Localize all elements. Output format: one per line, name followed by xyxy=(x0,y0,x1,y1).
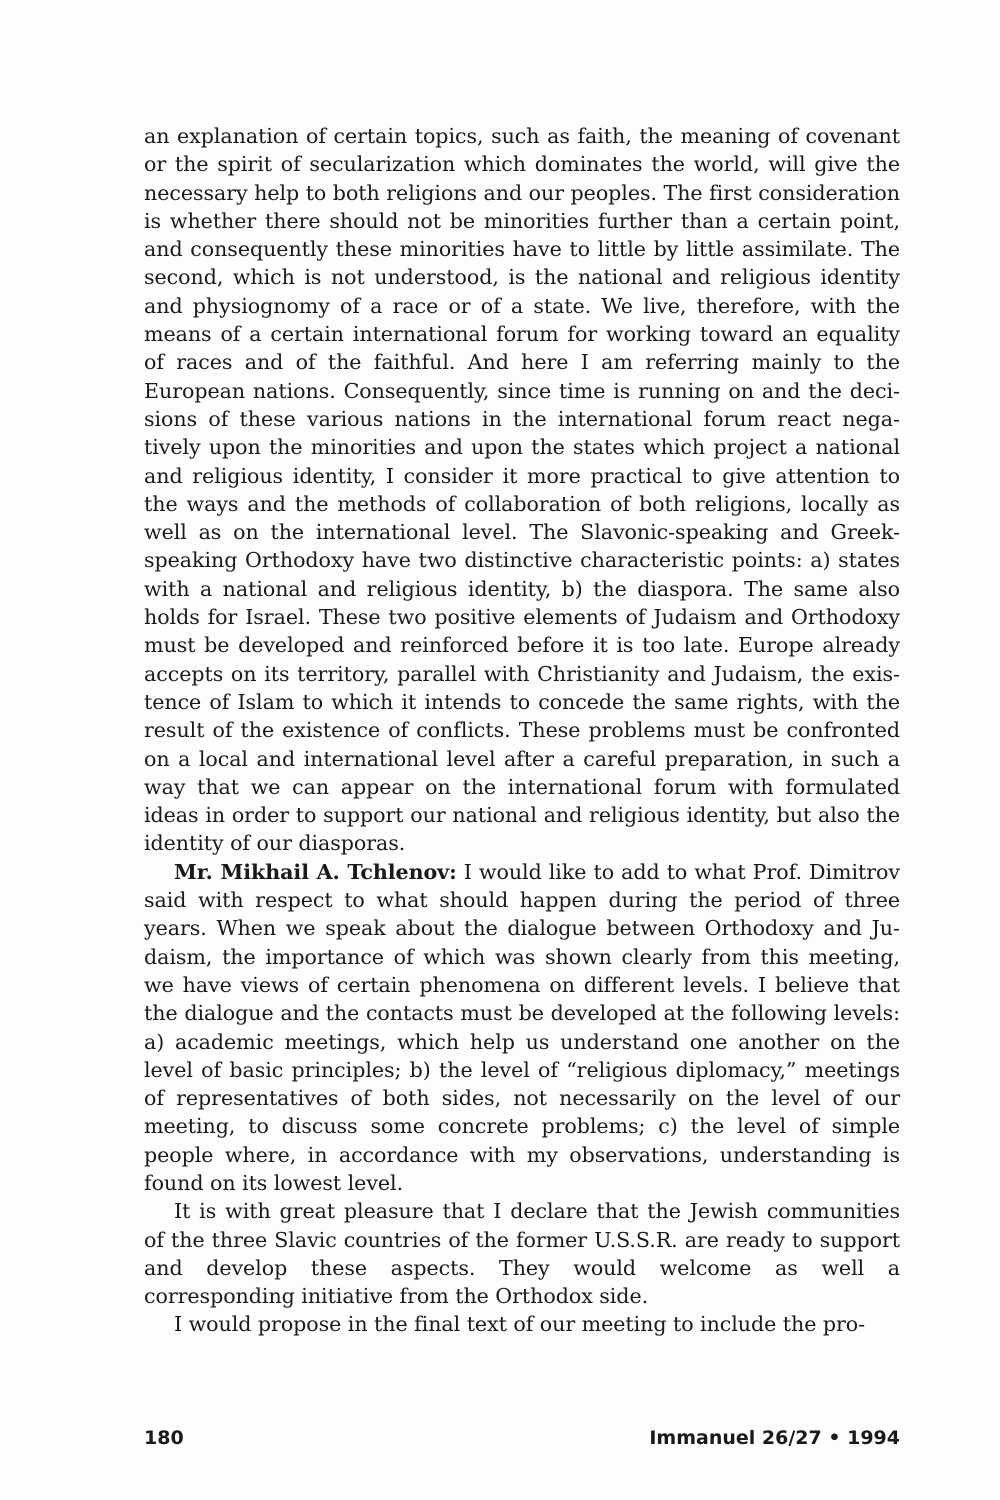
paragraph-2-text: I would like to add to what Prof. Dimitrov said with respect to what should happen during the period of three years. When we speak about the dialogue between Orthodoxy and Judaism, the importance of which was shown clearly from this meeting, we have views of certain phenomena on different levels. I believe that the dialogue and the contacts must be developed at the following levels: a) academic meetings, which help us understand one another on the level of basic principles; b) the level of “religious diplomacy,” meetings of representatives of both sides, not necessarily on the level of our meeting, to discuss some concrete problems; c) the level of simple people where, in accordance with my observations, understanding is found on its lowest level. xyxy=(144,859,900,1195)
page-number: 180 xyxy=(144,1427,184,1449)
page-footer xyxy=(144,1427,900,1451)
paragraph-1: an explanation of certain topics, such as faith, the meaning of covenant or the spirit of secularization which dominates the world, will give the necessary help to both religions and our peoples. The first consideration is whether there should not be minorities further than a certain point, and consequently these minorities have to little by little assimilate. The second, which is not understood, is the national and religious identity and physiognomy of a race or of a state. We live, therefore, with the means of a certain international forum for working toward an equality of races and of the faithful. And here I am referring mainly to the European nations. Consequently, since time is running on and the decisions of these various nations in the international forum react negatively upon the minorities and upon the states which project a national and religious identity, I consider it more practical to give attention to the ways and the methods of collaboration of both religions, locally as well as on the international level. The Slavonic-speaking and Greek-speaking Orthodoxy have two distinctive characteristic points: a) states with a national and religious identity, b) the diaspora. The same also holds for Israel. These two positive elements of Judaism and Orthodoxy must be developed and reinforced before it is too late. Europe already accepts on its territory, parallel with Christianity and Judaism, the existence of Islam to which it intends to concede the same rights, with the result of the existence of conflicts. These problems must be confronted on a local and international level after a careful preparation, in such a way that we can appear on the international forum with formulated ideas in order to support our national and religious identity, but also the identity of our diasporas. xyxy=(144,124,900,856)
paragraph-2 xyxy=(144,858,900,1198)
body-text xyxy=(144,122,900,1339)
paragraph-4: I would propose in the final text of our meeting to include the pro- xyxy=(174,1312,866,1337)
journal-citation: Immanuel 26/27 • 1994 xyxy=(649,1427,900,1449)
paragraph-3: It is with great pleasure that I declare that the Jewish communities of the three Slavic countries of the former U.S.S.R. are ready to support and develop these aspects. They would welcome as well a corresponding initiative from the Orthodox side. xyxy=(144,1199,900,1309)
speaker-name: Mr. Mikhail A. Tchlenov: xyxy=(174,859,457,884)
